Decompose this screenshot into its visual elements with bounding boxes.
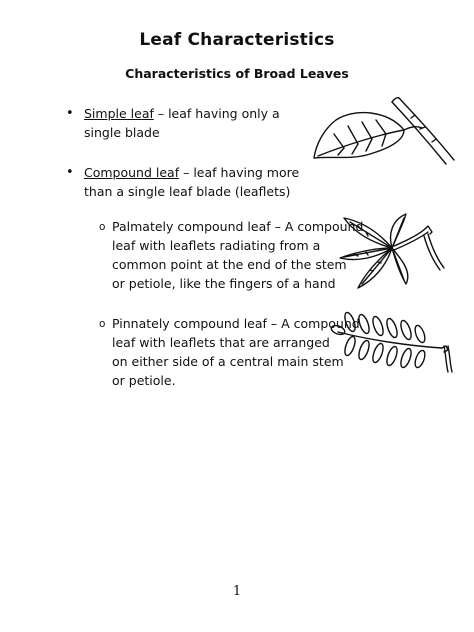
- pinnate-line-4: or petiole.: [112, 373, 176, 388]
- bullet-simple-leaf: •: [66, 106, 74, 121]
- page-subtitle: Characteristics of Broad Leaves: [125, 66, 349, 81]
- simple-leaf-icon: [308, 96, 460, 170]
- page-number: 1: [232, 584, 242, 599]
- list-item-simple-leaf: [84, 104, 304, 142]
- term-simple-leaf: Simple leaf: [84, 106, 154, 121]
- pinnate-line-2: leaf with leaflets that are arranged: [112, 335, 330, 350]
- sub-bullet-palmate: o: [99, 221, 106, 233]
- pinnate-line-1: Pinnately compound leaf – A compound: [112, 316, 360, 331]
- palmate-line-1: Palmately compound leaf – A compound: [112, 219, 364, 234]
- bullet-compound-leaf: •: [66, 165, 74, 180]
- palmate-line-4: or petiole, like the fingers of a hand: [112, 276, 336, 291]
- palmate-leaf-icon: [336, 212, 448, 292]
- page-title: Leaf Characteristics: [139, 30, 335, 50]
- definition-compound-leaf-line2: than a single leaf blade (leaflets): [84, 184, 291, 199]
- sub-bullet-pinnate: o: [99, 318, 106, 330]
- term-compound-leaf: Compound leaf: [84, 165, 180, 180]
- pinnate-leaf-icon: [330, 308, 460, 378]
- list-item-compound-leaf: [84, 163, 324, 201]
- definition-compound-leaf-line1: – leaf having more: [179, 165, 300, 180]
- list-item-palmate: [112, 217, 372, 293]
- definition-simple-leaf-line2: single blade: [84, 125, 160, 140]
- palmate-line-3: common point at the end of the stem: [112, 257, 347, 272]
- palmate-line-2: leaf with leaflets radiating from a: [112, 238, 321, 253]
- pinnate-line-3: on either side of a central main stem: [112, 354, 344, 369]
- definition-simple-leaf-line1: – leaf having only a: [153, 106, 280, 121]
